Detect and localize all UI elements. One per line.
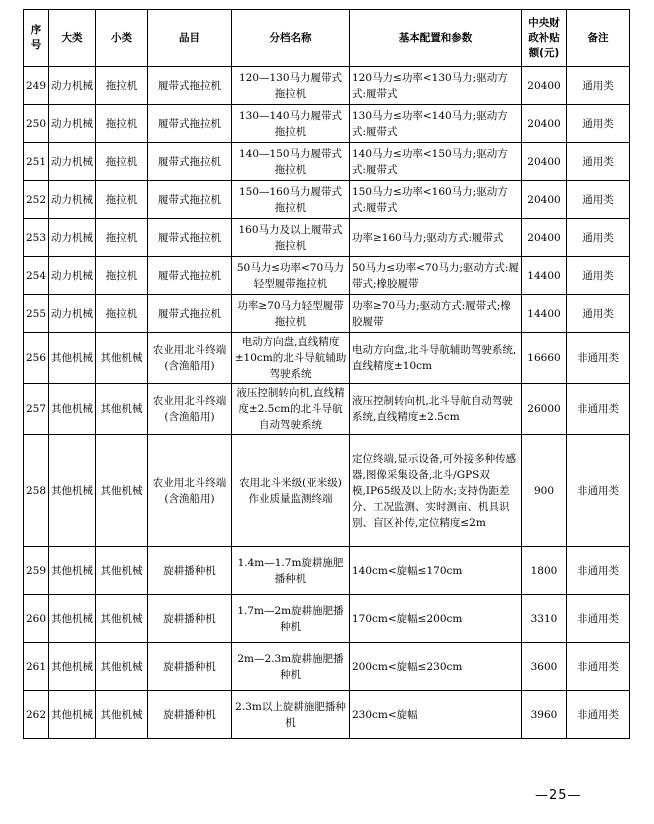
cell-major: 其他机械 [49, 595, 96, 643]
cell-amount: 3310 [522, 595, 567, 643]
cell-item: 履带式拖拉机 [148, 143, 232, 181]
cell-minor: 拖拉机 [96, 257, 148, 295]
cell-minor: 拖拉机 [96, 105, 148, 143]
table-row [24, 143, 630, 181]
cell-major: 其他机械 [49, 435, 96, 547]
cell-amount: 14400 [522, 257, 567, 295]
cell-note: 通用类 [567, 181, 630, 219]
table-row [24, 595, 630, 643]
cell-config: 170cm<旋幅≤200cm [350, 595, 522, 643]
cell-minor: 其他机械 [96, 435, 148, 547]
cell-grade: 电动方向盘,直线精度±10cm的北斗导航辅助驾驶系统 [232, 333, 350, 384]
cell-minor: 拖拉机 [96, 295, 148, 333]
cell-no: 257 [24, 384, 49, 435]
table-row [24, 435, 630, 547]
cell-major: 其他机械 [49, 691, 96, 739]
cell-minor: 其他机械 [96, 547, 148, 595]
cell-item: 履带式拖拉机 [148, 257, 232, 295]
cell-amount: 3960 [522, 691, 567, 739]
cell-major: 动力机械 [49, 257, 96, 295]
cell-minor: 其他机械 [96, 595, 148, 643]
table-row [24, 105, 630, 143]
cell-amount: 900 [522, 435, 567, 547]
cell-grade: 农用北斗米级(亚米级)作业质量监测终端 [232, 435, 350, 547]
cell-no: 259 [24, 547, 49, 595]
subsidy-table [23, 9, 630, 739]
cell-amount: 1800 [522, 547, 567, 595]
cell-grade: 液压控制转向机,直线精度±2.5cm的北斗导航自动驾驶系统 [232, 384, 350, 435]
cell-note: 非通用类 [567, 333, 630, 384]
cell-amount: 14400 [522, 295, 567, 333]
cell-item: 农业用北斗终端(含渔船用) [148, 333, 232, 384]
cell-grade: 2.3m以上旋耕施肥播种机 [232, 691, 350, 739]
cell-minor: 拖拉机 [96, 67, 148, 105]
cell-grade: 150—160马力履带式拖拉机 [232, 181, 350, 219]
cell-minor: 其他机械 [96, 384, 148, 435]
header-cell: 备注 [567, 10, 630, 67]
cell-note: 通用类 [567, 219, 630, 257]
cell-note: 非通用类 [567, 691, 630, 739]
cell-no: 262 [24, 691, 49, 739]
cell-grade: 1.7m—2m旋耕施肥播种机 [232, 595, 350, 643]
table-row [24, 643, 630, 691]
table-header-row [24, 10, 630, 67]
header-cell: 中央财政补贴额(元) [522, 10, 567, 67]
cell-major: 动力机械 [49, 181, 96, 219]
table-row [24, 257, 630, 295]
header-cell: 分档名称 [232, 10, 350, 67]
cell-major: 其他机械 [49, 333, 96, 384]
cell-grade: 2m—2.3m旋耕施肥播种机 [232, 643, 350, 691]
cell-major: 动力机械 [49, 295, 96, 333]
cell-no: 260 [24, 595, 49, 643]
cell-grade: 功率≥70马力轻型履带拖拉机 [232, 295, 350, 333]
cell-major: 动力机械 [49, 219, 96, 257]
cell-no: 250 [24, 105, 49, 143]
cell-item: 旋耕播种机 [148, 643, 232, 691]
cell-note: 通用类 [567, 67, 630, 105]
cell-major: 其他机械 [49, 384, 96, 435]
cell-grade: 1.4m—1.7m旋耕施肥播种机 [232, 547, 350, 595]
cell-config: 130马力≤功率<140马力;驱动方式:履带式 [350, 105, 522, 143]
cell-major: 动力机械 [49, 105, 96, 143]
cell-config: 120马力≤功率<130马力;驱动方式:履带式 [350, 67, 522, 105]
cell-item: 履带式拖拉机 [148, 67, 232, 105]
table-row [24, 67, 630, 105]
cell-note: 非通用类 [567, 435, 630, 547]
cell-major: 其他机械 [49, 547, 96, 595]
cell-major: 其他机械 [49, 643, 96, 691]
cell-major: 动力机械 [49, 67, 96, 105]
table-row [24, 547, 630, 595]
cell-grade: 120—130马力履带式拖拉机 [232, 67, 350, 105]
cell-item: 旋耕播种机 [148, 547, 232, 595]
cell-config: 150马力≤功率<160马力;驱动方式:履带式 [350, 181, 522, 219]
header-cell: 大类 [49, 10, 96, 67]
cell-note: 通用类 [567, 295, 630, 333]
cell-no: 251 [24, 143, 49, 181]
cell-config: 140马力≤功率<150马力;驱动方式:履带式 [350, 143, 522, 181]
cell-note: 通用类 [567, 257, 630, 295]
cell-no: 255 [24, 295, 49, 333]
table-row [24, 219, 630, 257]
cell-no: 261 [24, 643, 49, 691]
cell-amount: 20400 [522, 143, 567, 181]
cell-minor: 其他机械 [96, 333, 148, 384]
cell-amount: 20400 [522, 219, 567, 257]
cell-config: 电动方向盘,北斗导航辅助驾驶系统,直线精度±10cm [350, 333, 522, 384]
cell-no: 249 [24, 67, 49, 105]
cell-minor: 拖拉机 [96, 143, 148, 181]
cell-item: 履带式拖拉机 [148, 181, 232, 219]
table-row [24, 691, 630, 739]
cell-no: 258 [24, 435, 49, 547]
header-cell: 基本配置和参数 [350, 10, 522, 67]
cell-item: 履带式拖拉机 [148, 105, 232, 143]
cell-config: 140cm<旋幅≤170cm [350, 547, 522, 595]
header-cell: 序号 [24, 10, 49, 67]
cell-item: 履带式拖拉机 [148, 295, 232, 333]
cell-amount: 20400 [522, 67, 567, 105]
cell-grade: 50马力≤功率<70马力轻型履带拖拉机 [232, 257, 350, 295]
cell-amount: 3600 [522, 643, 567, 691]
cell-minor: 其他机械 [96, 691, 148, 739]
cell-note: 非通用类 [567, 384, 630, 435]
cell-no: 253 [24, 219, 49, 257]
cell-item: 旋耕播种机 [148, 691, 232, 739]
cell-config: 功率≥70马力;驱动方式:履带式;橡胶履带 [350, 295, 522, 333]
cell-no: 252 [24, 181, 49, 219]
cell-note: 非通用类 [567, 643, 630, 691]
cell-item: 履带式拖拉机 [148, 219, 232, 257]
cell-no: 256 [24, 333, 49, 384]
cell-note: 非通用类 [567, 595, 630, 643]
header-cell: 品目 [148, 10, 232, 67]
cell-amount: 20400 [522, 105, 567, 143]
cell-no: 254 [24, 257, 49, 295]
cell-major: 动力机械 [49, 143, 96, 181]
cell-item: 农业用北斗终端(含渔船用) [148, 435, 232, 547]
cell-amount: 26000 [522, 384, 567, 435]
cell-config: 液压控制转向机,北斗导航自动驾驶系统,直线精度±2.5cm [350, 384, 522, 435]
cell-grade: 160马力及以上履带式拖拉机 [232, 219, 350, 257]
cell-config: 230cm<旋幅 [350, 691, 522, 739]
cell-minor: 拖拉机 [96, 181, 148, 219]
table-row [24, 384, 630, 435]
cell-note: 通用类 [567, 143, 630, 181]
cell-note: 非通用类 [567, 547, 630, 595]
cell-item: 旋耕播种机 [148, 595, 232, 643]
cell-note: 通用类 [567, 105, 630, 143]
cell-config: 200cm<旋幅≤230cm [350, 643, 522, 691]
table-row [24, 333, 630, 384]
cell-config: 功率≥160马力;驱动方式:履带式 [350, 219, 522, 257]
table-row [24, 181, 630, 219]
cell-config: 定位终端,显示设备,可外接多种传感器,图像采集设备,北斗/GPS双模,IP65级及以上防水;支持伪距差分、工况监测、实时测亩、机具识别、盲区补传,定位精度≤2m [350, 435, 522, 547]
header-cell: 小类 [96, 10, 148, 67]
cell-grade: 140—150马力履带式拖拉机 [232, 143, 350, 181]
page-number: —25— [535, 788, 582, 803]
cell-minor: 拖拉机 [96, 219, 148, 257]
cell-amount: 20400 [522, 181, 567, 219]
cell-item: 农业用北斗终端(含渔船用) [148, 384, 232, 435]
cell-amount: 16660 [522, 333, 567, 384]
cell-config: 50马力≤功率<70马力;驱动方式:履带式;橡胶履带 [350, 257, 522, 295]
table-row [24, 295, 630, 333]
cell-grade: 130—140马力履带式拖拉机 [232, 105, 350, 143]
cell-minor: 其他机械 [96, 643, 148, 691]
